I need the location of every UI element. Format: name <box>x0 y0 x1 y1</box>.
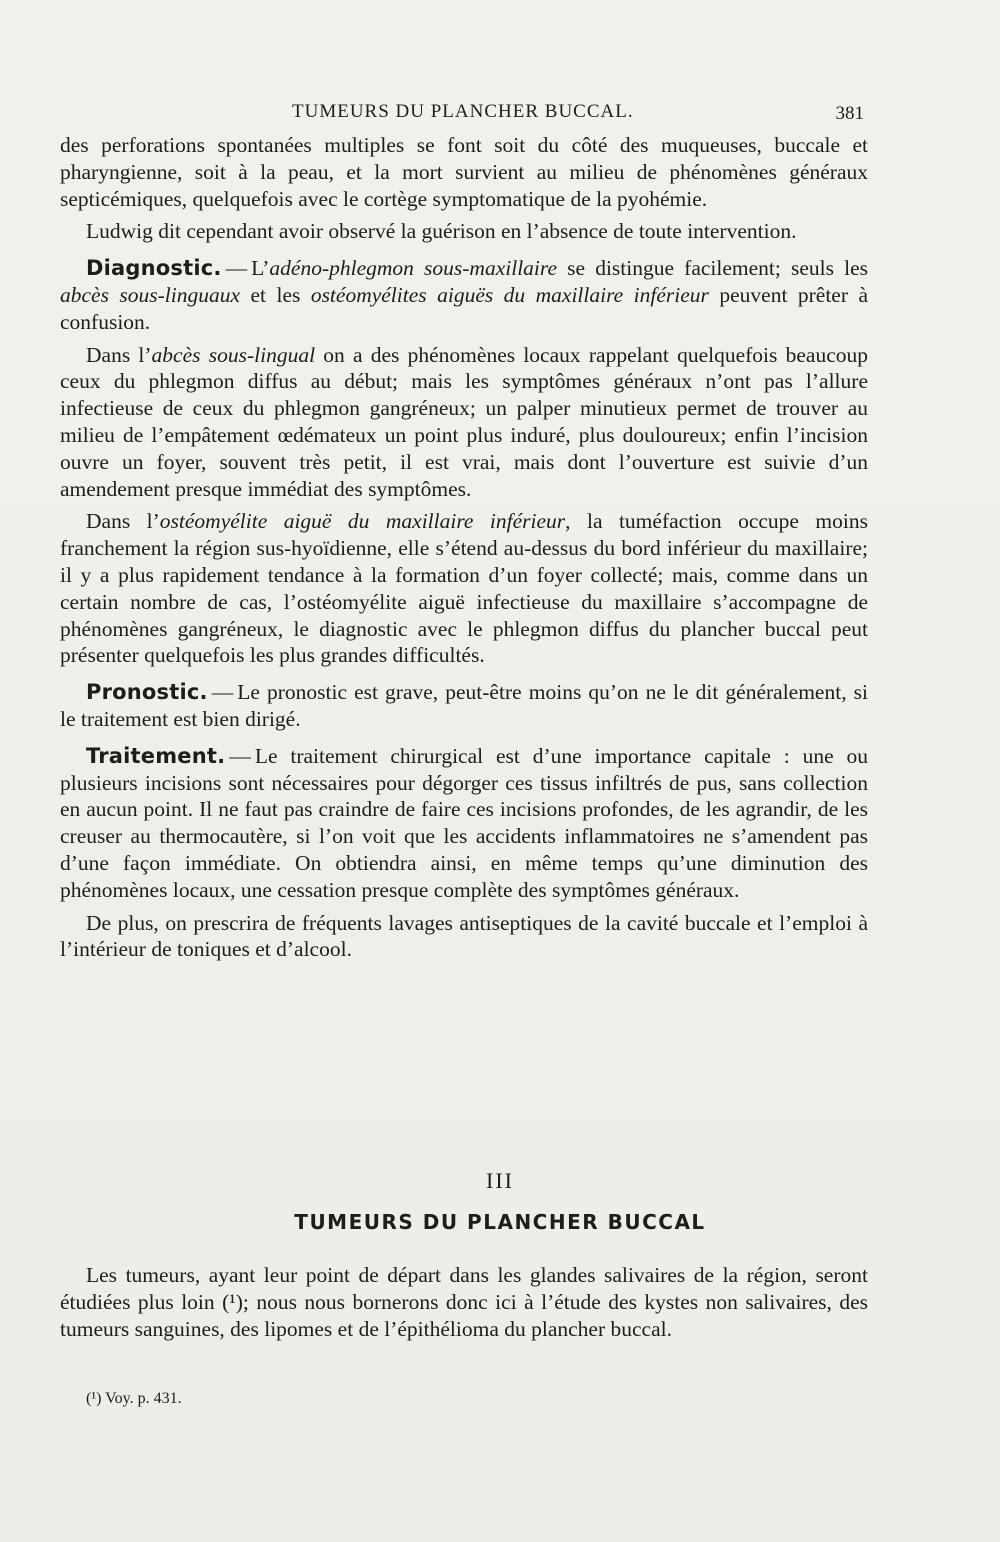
pronostic-text: Le pronostic est grave, peut-être moins qu’on ne le dit généralement, si le traitement est bien dirigé. <box>60 680 868 731</box>
diagnostic-dash: — <box>225 256 248 281</box>
footnote-reference: (¹) <box>222 1289 243 1314</box>
diagnostic-text-4: peuvent prêter à confusion. <box>60 282 868 334</box>
footnote-marker: (¹) <box>86 1390 102 1407</box>
abces-text-2: on a des phénomènes locaux rappelant quelquefois beaucoup ceux du phlegmon diffus au début; mais les symptômes généraux n’ont pas l’allure infectieuse de ceux du phlegmon gangréneux; un palper minutieux permet de trouver au milieu de l’empâtement œdémateux un point plus induré, plus douloureux; enfin l’incision ouvre un foyer, souvent très petit, il est vrai, mais dont l’ouverture est suivie d’un amendement presque immédiat des symptômes. <box>60 342 868 501</box>
diagnostic-italic-1: adéno-phlegmon sous-maxillaire <box>269 256 558 281</box>
paragraph-de-plus: De plus, on prescrira de fréquents lavages antiseptiques de la cavité buccale et l’emploi à l’intérieur de toniques et d’alcool. <box>60 910 868 962</box>
page-number: 381 <box>835 103 864 124</box>
diagnostic-italic-3: ostéomyélites aiguës du maxillaire inférieur <box>310 282 709 307</box>
diagnostic-italic-2: abcès sous-linguaux <box>60 282 241 307</box>
chapter-text-1: Les tumeurs, ayant leur point de départ dans les glandes salivaires de la région, seront étudiées plus loin <box>60 1263 868 1314</box>
diagnostic-text-2: se distingue facilement; seuls les <box>557 256 868 281</box>
paragraph-abces <box>60 342 868 503</box>
paragraph-ludwig: Ludwig dit cependant avoir observé la guérison en l’absence de toute intervention. <box>86 219 797 244</box>
paragraph-continuation: des perforations spontanées multiples se font soit du côté des muqueuses, buccale et pharyngienne, soit à la peau, et la mort survient au milieu de phénomènes généraux septicémiques, quelquefois avec le cortège symptomatique de la pyohémie. <box>60 133 868 211</box>
paragraph-traitement <box>60 743 868 904</box>
traitement-dash: — <box>229 743 251 768</box>
paragraph-pronostic <box>60 679 868 733</box>
chapter-text-2: ; nous nous bornerons donc ici à l’étude des kystes non salivaires, des tumeurs sanguines, des lipomes et de l’épithélioma du plancher buccal. <box>60 1289 869 1341</box>
footnote-text: Voy. p. 431. <box>101 1390 182 1407</box>
diagnostic-text-1: L’ <box>251 256 270 281</box>
traitement-heading: Traitement. <box>86 743 226 768</box>
chapter-title: TUMEURS DU PLANCHER BUCCAL <box>294 1210 706 1234</box>
running-title: TUMEURS DU PLANCHER BUCCAL. <box>292 101 634 122</box>
body-text <box>60 132 868 969</box>
chapter-numeral: III <box>486 1168 514 1193</box>
traitement-text: Le traitement chirurgical est d’une importance capitale : une ou plusieurs incisions sont nécessaires pour dégorger ces tissus infiltrés de pus, sans collection en aucun point. Il ne faut pas craindre de faire ces incisions profondes, de les agrandir, de les creuser au thermocautère, si l’on voit que les accidents inflammatoires ne s’amendent pas d’une façon immédiate. On obtiendra ainsi, en même temps qu’une diminution des phénomènes locaux, une cessation presque complète des symptômes généraux. <box>60 743 868 902</box>
pronostic-dash: — <box>211 680 234 705</box>
diagnostic-heading: Diagnostic. <box>86 256 222 281</box>
osteo-text-1: Dans l’ <box>86 509 160 534</box>
running-head <box>82 101 870 131</box>
abces-italic-1: abcès sous-lingual <box>151 342 316 367</box>
chapter-intro-paragraph <box>60 1262 868 1342</box>
paragraph-diagnostic <box>60 255 868 335</box>
pronostic-heading: Pronostic. <box>86 680 208 705</box>
footnote <box>86 1390 182 1408</box>
paragraph-osteomyelite <box>60 508 868 669</box>
abces-text-1: Dans l’ <box>86 342 152 367</box>
osteo-text-2: , la tuméfaction occupe moins franchement la région sus-hyoïdienne, elle s’étend au-dessus du bord inférieur du maxillaire; il y a plus rapidement tendance à la formation d’un foyer collecté; mais, comme dans un certain nombre de cas, l’ostéomyélite aiguë infectieuse du maxillaire s’accompagne de phénomènes gangréneux, le diagnostic avec le phlegmon diffus du plancher buccal peut présenter quelquefois les plus grandes difficultés. <box>60 509 868 668</box>
diagnostic-text-3: et les <box>240 282 311 307</box>
osteo-italic-1: ostéomyélite aiguë du maxillaire inférieur <box>159 509 566 534</box>
